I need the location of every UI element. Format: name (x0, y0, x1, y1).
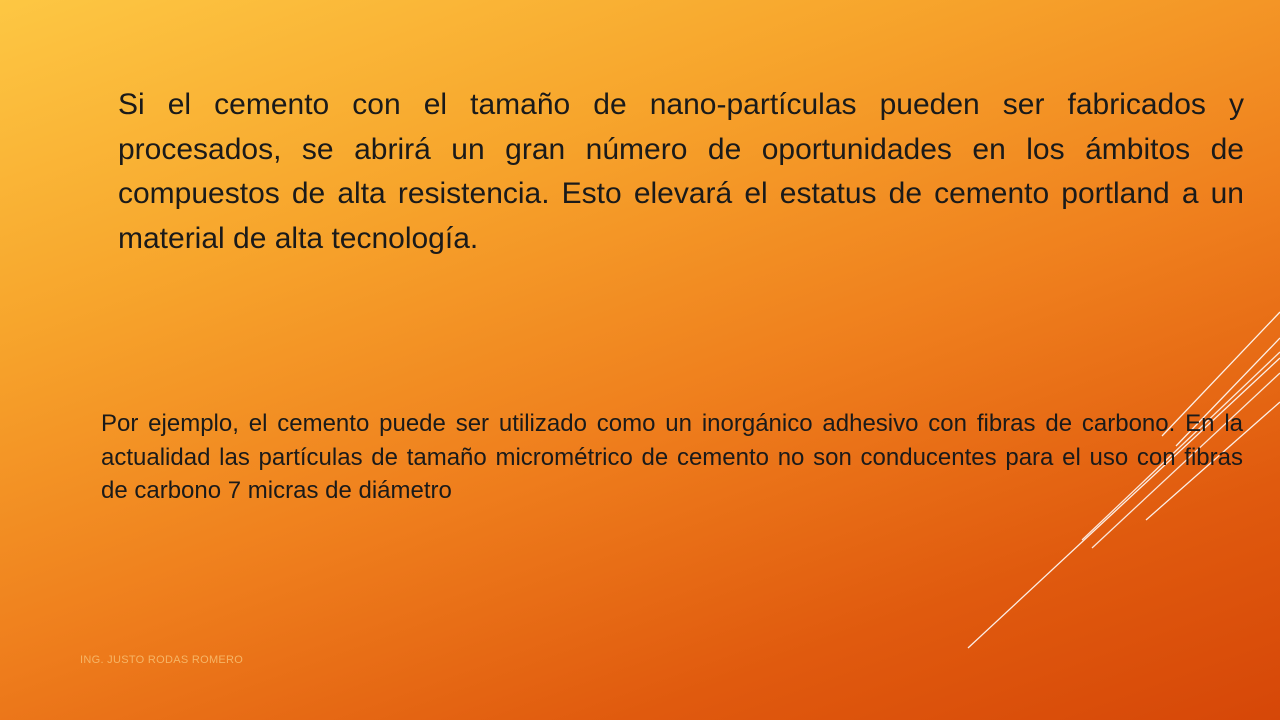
body-paragraph-2: Por ejemplo, el cemento puede ser utilizado como un inorgánico adhesivo con fibras de carbono. En la actualidad las partículas de tamaño micrométrico de cemento no son conducentes para el uso con fibras de carbono 7 micras de diámetro (101, 410, 1243, 504)
footer-author: ING. JUSTO RODAS ROMERO (80, 654, 244, 666)
body-paragraph-1: Si el cemento con el tamaño de nano-partículas pueden ser fabricados y procesados, se abrirá un gran número de oportunidades en los ámbitos de compuestos de alta resistencia. Esto elevará el estatus de cemento portland a un material de alta tecnología. (118, 88, 1244, 255)
